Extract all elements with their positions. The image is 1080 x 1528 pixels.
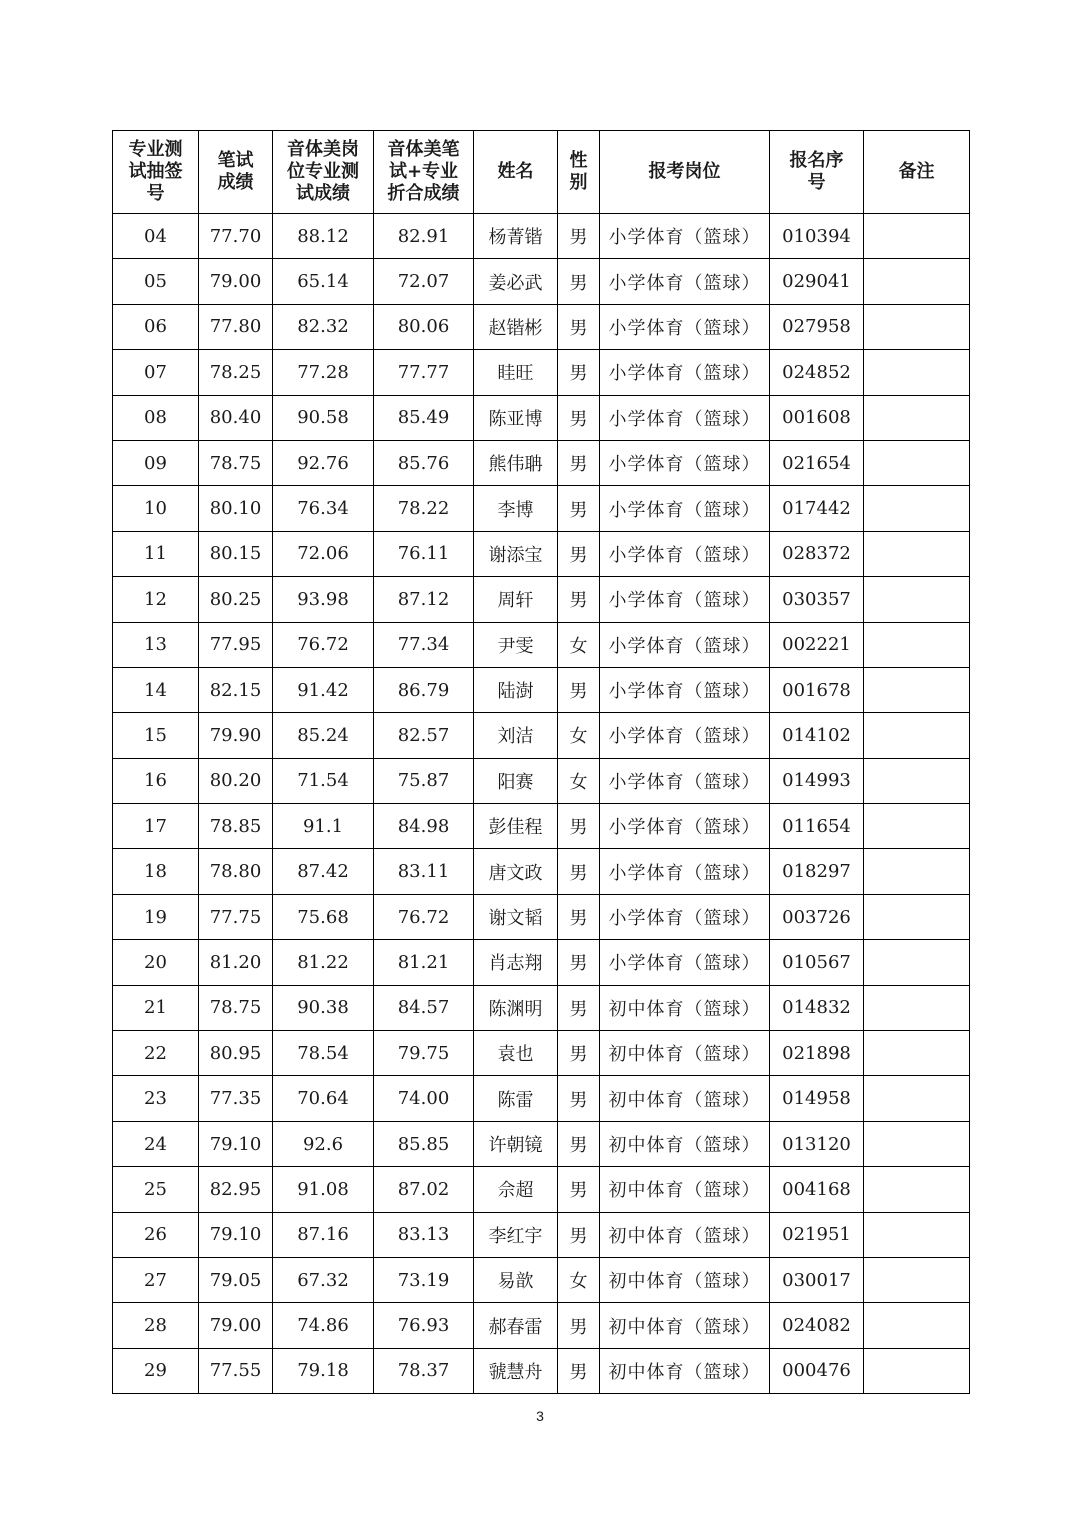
- cell-remark: [864, 1257, 970, 1302]
- cell-post: 小学体育（篮球）: [600, 259, 770, 304]
- cell-lot: 05: [113, 259, 199, 304]
- cell-remark: [864, 350, 970, 395]
- cell-remark: [864, 849, 970, 894]
- cell-skill: 87.16: [273, 1212, 374, 1257]
- cell-combined: 83.11: [374, 849, 474, 894]
- cell-lot: 29: [113, 1348, 199, 1393]
- cell-skill: 74.86: [273, 1303, 374, 1348]
- cell-name: 赵锴彬: [474, 304, 558, 349]
- cell-written: 81.20: [199, 940, 273, 985]
- cell-written: 77.70: [199, 214, 273, 259]
- cell-combined: 81.21: [374, 940, 474, 985]
- cell-remark: [864, 1121, 970, 1166]
- cell-remark: [864, 804, 970, 849]
- cell-written: 80.95: [199, 1031, 273, 1076]
- cell-skill: 92.6: [273, 1121, 374, 1166]
- cell-gender: 男: [558, 804, 600, 849]
- cell-post: 小学体育（篮球）: [600, 440, 770, 485]
- cell-skill: 67.32: [273, 1257, 374, 1302]
- table-row: [113, 985, 970, 1030]
- cell-name: 袁也: [474, 1031, 558, 1076]
- cell-skill: 93.98: [273, 577, 374, 622]
- cell-gender: 男: [558, 486, 600, 531]
- cell-name: 刘洁: [474, 713, 558, 758]
- cell-name: 杨菁锴: [474, 214, 558, 259]
- table-row: [113, 304, 970, 349]
- cell-reg: 004168: [770, 1167, 864, 1212]
- table-row: [113, 440, 970, 485]
- cell-name: 佘超: [474, 1167, 558, 1212]
- cell-reg: 011654: [770, 804, 864, 849]
- cell-post: 小学体育（篮球）: [600, 350, 770, 395]
- cell-written: 80.10: [199, 486, 273, 531]
- cell-post: 初中体育（篮球）: [600, 1031, 770, 1076]
- table-row: [113, 758, 970, 803]
- table-row: [113, 531, 970, 576]
- table-row: [113, 1257, 970, 1302]
- cell-reg: 003726: [770, 894, 864, 939]
- cell-skill: 77.28: [273, 350, 374, 395]
- cell-remark: [864, 713, 970, 758]
- cell-written: 79.00: [199, 259, 273, 304]
- table-row: [113, 1167, 970, 1212]
- cell-gender: 女: [558, 1257, 600, 1302]
- cell-reg: 028372: [770, 531, 864, 576]
- cell-written: 82.15: [199, 667, 273, 712]
- cell-remark: [864, 577, 970, 622]
- cell-reg: 010567: [770, 940, 864, 985]
- cell-skill: 71.54: [273, 758, 374, 803]
- cell-skill: 72.06: [273, 531, 374, 576]
- table-row: [113, 350, 970, 395]
- cell-skill: 76.34: [273, 486, 374, 531]
- cell-combined: 78.37: [374, 1348, 474, 1393]
- cell-written: 79.05: [199, 1257, 273, 1302]
- cell-combined: 87.02: [374, 1167, 474, 1212]
- cell-written: 80.40: [199, 395, 273, 440]
- cell-combined: 87.12: [374, 577, 474, 622]
- header-row: [113, 131, 970, 214]
- cell-combined: 75.87: [374, 758, 474, 803]
- cell-lot: 26: [113, 1212, 199, 1257]
- header-reg-no: 报名序号: [770, 131, 864, 214]
- cell-lot: 21: [113, 985, 199, 1030]
- table-row: [113, 214, 970, 259]
- cell-name: 唐文政: [474, 849, 558, 894]
- cell-remark: [864, 1303, 970, 1348]
- cell-gender: 女: [558, 758, 600, 803]
- cell-reg: 021654: [770, 440, 864, 485]
- cell-name: 许朝镜: [474, 1121, 558, 1166]
- cell-lot: 20: [113, 940, 199, 985]
- cell-written: 77.35: [199, 1076, 273, 1121]
- cell-post: 小学体育（篮球）: [600, 940, 770, 985]
- cell-reg: 001608: [770, 395, 864, 440]
- header-post: 报考岗位: [600, 131, 770, 214]
- cell-post: 初中体育（篮球）: [600, 1212, 770, 1257]
- cell-gender: 男: [558, 440, 600, 485]
- cell-name: 陆澍: [474, 667, 558, 712]
- cell-reg: 029041: [770, 259, 864, 304]
- cell-post: 小学体育（篮球）: [600, 214, 770, 259]
- cell-lot: 04: [113, 214, 199, 259]
- cell-name: 阳赛: [474, 758, 558, 803]
- cell-gender: 男: [558, 849, 600, 894]
- cell-remark: [864, 304, 970, 349]
- table-row: [113, 804, 970, 849]
- table-row: [113, 849, 970, 894]
- header-written: 笔试成绩: [199, 131, 273, 214]
- cell-skill: 75.68: [273, 894, 374, 939]
- cell-lot: 27: [113, 1257, 199, 1302]
- cell-remark: [864, 1212, 970, 1257]
- table-row: [113, 940, 970, 985]
- cell-written: 77.75: [199, 894, 273, 939]
- cell-written: 78.75: [199, 440, 273, 485]
- header-name: 姓名: [474, 131, 558, 214]
- cell-gender: 男: [558, 350, 600, 395]
- cell-name: 易歆: [474, 1257, 558, 1302]
- cell-skill: 79.18: [273, 1348, 374, 1393]
- cell-written: 78.85: [199, 804, 273, 849]
- cell-skill: 91.42: [273, 667, 374, 712]
- cell-remark: [864, 667, 970, 712]
- cell-gender: 男: [558, 577, 600, 622]
- cell-lot: 13: [113, 622, 199, 667]
- cell-post: 小学体育（篮球）: [600, 713, 770, 758]
- cell-combined: 72.07: [374, 259, 474, 304]
- cell-reg: 027958: [770, 304, 864, 349]
- cell-name: 肖志翔: [474, 940, 558, 985]
- cell-gender: 男: [558, 1167, 600, 1212]
- cell-lot: 16: [113, 758, 199, 803]
- cell-gender: 男: [558, 304, 600, 349]
- cell-combined: 82.91: [374, 214, 474, 259]
- header-gender: 性别: [558, 131, 600, 214]
- cell-combined: 77.34: [374, 622, 474, 667]
- cell-combined: 76.93: [374, 1303, 474, 1348]
- cell-reg: 014102: [770, 713, 864, 758]
- cell-remark: [864, 214, 970, 259]
- cell-skill: 85.24: [273, 713, 374, 758]
- cell-reg: 001678: [770, 667, 864, 712]
- cell-lot: 06: [113, 304, 199, 349]
- cell-written: 78.80: [199, 849, 273, 894]
- cell-name: 谢文韬: [474, 894, 558, 939]
- header-lot-no: 专业测试抽签号: [113, 131, 199, 214]
- cell-lot: 14: [113, 667, 199, 712]
- cell-gender: 男: [558, 1348, 600, 1393]
- cell-gender: 男: [558, 395, 600, 440]
- cell-gender: 男: [558, 894, 600, 939]
- cell-combined: 84.57: [374, 985, 474, 1030]
- cell-name: 彭佳程: [474, 804, 558, 849]
- cell-combined: 79.75: [374, 1031, 474, 1076]
- cell-name: 陈渊明: [474, 985, 558, 1030]
- cell-combined: 85.76: [374, 440, 474, 485]
- table-row: [113, 1031, 970, 1076]
- cell-lot: 18: [113, 849, 199, 894]
- cell-combined: 74.00: [374, 1076, 474, 1121]
- cell-written: 80.20: [199, 758, 273, 803]
- score-table: [112, 130, 970, 1394]
- cell-name: 眭旺: [474, 350, 558, 395]
- cell-written: 79.00: [199, 1303, 273, 1348]
- cell-combined: 76.11: [374, 531, 474, 576]
- cell-reg: 002221: [770, 622, 864, 667]
- cell-gender: 男: [558, 1303, 600, 1348]
- table-row: [113, 667, 970, 712]
- table-header: [113, 131, 970, 214]
- cell-post: 小学体育（篮球）: [600, 849, 770, 894]
- cell-remark: [864, 531, 970, 576]
- cell-lot: 25: [113, 1167, 199, 1212]
- cell-written: 80.25: [199, 577, 273, 622]
- cell-remark: [864, 486, 970, 531]
- cell-reg: 000476: [770, 1348, 864, 1393]
- cell-skill: 70.64: [273, 1076, 374, 1121]
- cell-name: 姜必武: [474, 259, 558, 304]
- cell-name: 谢添宝: [474, 531, 558, 576]
- table-row: [113, 894, 970, 939]
- table-row: [113, 395, 970, 440]
- cell-reg: 014832: [770, 985, 864, 1030]
- table-row: [113, 622, 970, 667]
- cell-skill: 88.12: [273, 214, 374, 259]
- cell-post: 初中体育（篮球）: [600, 1167, 770, 1212]
- cell-post: 初中体育（篮球）: [600, 1348, 770, 1393]
- cell-remark: [864, 758, 970, 803]
- cell-name: 陈亚博: [474, 395, 558, 440]
- cell-combined: 85.49: [374, 395, 474, 440]
- cell-reg: 014958: [770, 1076, 864, 1121]
- cell-gender: 男: [558, 259, 600, 304]
- cell-lot: 07: [113, 350, 199, 395]
- cell-name: 熊伟聃: [474, 440, 558, 485]
- cell-combined: 83.13: [374, 1212, 474, 1257]
- cell-remark: [864, 1031, 970, 1076]
- cell-post: 小学体育（篮球）: [600, 804, 770, 849]
- cell-name: 虢慧舟: [474, 1348, 558, 1393]
- cell-post: 小学体育（篮球）: [600, 577, 770, 622]
- cell-skill: 91.08: [273, 1167, 374, 1212]
- cell-written: 78.25: [199, 350, 273, 395]
- cell-written: 80.15: [199, 531, 273, 576]
- cell-lot: 09: [113, 440, 199, 485]
- cell-skill: 78.54: [273, 1031, 374, 1076]
- cell-lot: 11: [113, 531, 199, 576]
- cell-gender: 男: [558, 214, 600, 259]
- cell-post: 小学体育（篮球）: [600, 894, 770, 939]
- cell-post: 小学体育（篮球）: [600, 531, 770, 576]
- table-body: [113, 214, 970, 1394]
- cell-lot: 17: [113, 804, 199, 849]
- cell-gender: 男: [558, 985, 600, 1030]
- cell-skill: 92.76: [273, 440, 374, 485]
- cell-combined: 82.57: [374, 713, 474, 758]
- cell-remark: [864, 1348, 970, 1393]
- cell-name: 陈雷: [474, 1076, 558, 1121]
- cell-reg: 021951: [770, 1212, 864, 1257]
- cell-name: 李红宇: [474, 1212, 558, 1257]
- cell-reg: 024852: [770, 350, 864, 395]
- cell-gender: 女: [558, 713, 600, 758]
- cell-post: 小学体育（篮球）: [600, 667, 770, 712]
- cell-post: 初中体育（篮球）: [600, 1257, 770, 1302]
- cell-combined: 85.85: [374, 1121, 474, 1166]
- cell-reg: 021898: [770, 1031, 864, 1076]
- cell-reg: 030357: [770, 577, 864, 622]
- table-row: [113, 486, 970, 531]
- cell-lot: 08: [113, 395, 199, 440]
- cell-lot: 28: [113, 1303, 199, 1348]
- cell-post: 小学体育（篮球）: [600, 622, 770, 667]
- cell-reg: 013120: [770, 1121, 864, 1166]
- cell-remark: [864, 395, 970, 440]
- cell-post: 初中体育（篮球）: [600, 1303, 770, 1348]
- cell-skill: 81.22: [273, 940, 374, 985]
- table-row: [113, 577, 970, 622]
- cell-gender: 男: [558, 1212, 600, 1257]
- cell-remark: [864, 440, 970, 485]
- cell-lot: 22: [113, 1031, 199, 1076]
- table-row: [113, 1303, 970, 1348]
- table-row: [113, 259, 970, 304]
- cell-skill: 90.58: [273, 395, 374, 440]
- cell-gender: 女: [558, 622, 600, 667]
- cell-written: 79.90: [199, 713, 273, 758]
- cell-lot: 23: [113, 1076, 199, 1121]
- cell-name: 尹雯: [474, 622, 558, 667]
- cell-written: 79.10: [199, 1121, 273, 1166]
- table-row: [113, 713, 970, 758]
- cell-remark: [864, 259, 970, 304]
- cell-skill: 91.1: [273, 804, 374, 849]
- cell-skill: 90.38: [273, 985, 374, 1030]
- cell-lot: 10: [113, 486, 199, 531]
- cell-reg: 010394: [770, 214, 864, 259]
- cell-gender: 男: [558, 1121, 600, 1166]
- cell-remark: [864, 622, 970, 667]
- cell-lot: 24: [113, 1121, 199, 1166]
- header-remark: 备注: [864, 131, 970, 214]
- cell-gender: 男: [558, 1031, 600, 1076]
- cell-combined: 86.79: [374, 667, 474, 712]
- cell-gender: 男: [558, 667, 600, 712]
- cell-written: 77.80: [199, 304, 273, 349]
- cell-lot: 12: [113, 577, 199, 622]
- cell-name: 周轩: [474, 577, 558, 622]
- cell-written: 77.55: [199, 1348, 273, 1393]
- table-row: [113, 1076, 970, 1121]
- cell-post: 小学体育（篮球）: [600, 395, 770, 440]
- cell-post: 小学体育（篮球）: [600, 486, 770, 531]
- table-row: [113, 1121, 970, 1166]
- table-row: [113, 1212, 970, 1257]
- cell-reg: 030017: [770, 1257, 864, 1302]
- cell-lot: 19: [113, 894, 199, 939]
- header-skill: 音体美岗位专业测试成绩: [273, 131, 374, 214]
- cell-combined: 73.19: [374, 1257, 474, 1302]
- cell-written: 78.75: [199, 985, 273, 1030]
- cell-reg: 018297: [770, 849, 864, 894]
- cell-reg: 014993: [770, 758, 864, 803]
- cell-remark: [864, 985, 970, 1030]
- cell-combined: 77.77: [374, 350, 474, 395]
- cell-lot: 15: [113, 713, 199, 758]
- cell-written: 77.95: [199, 622, 273, 667]
- cell-post: 小学体育（篮球）: [600, 758, 770, 803]
- cell-combined: 76.72: [374, 894, 474, 939]
- cell-skill: 76.72: [273, 622, 374, 667]
- cell-skill: 87.42: [273, 849, 374, 894]
- cell-reg: 024082: [770, 1303, 864, 1348]
- cell-post: 初中体育（篮球）: [600, 985, 770, 1030]
- cell-skill: 82.32: [273, 304, 374, 349]
- cell-remark: [864, 1076, 970, 1121]
- cell-remark: [864, 1167, 970, 1212]
- cell-written: 82.95: [199, 1167, 273, 1212]
- cell-post: 初中体育（篮球）: [600, 1121, 770, 1166]
- cell-gender: 男: [558, 1076, 600, 1121]
- cell-post: 小学体育（篮球）: [600, 304, 770, 349]
- cell-name: 李博: [474, 486, 558, 531]
- cell-remark: [864, 940, 970, 985]
- cell-name: 郝春雷: [474, 1303, 558, 1348]
- cell-skill: 65.14: [273, 259, 374, 304]
- cell-gender: 男: [558, 940, 600, 985]
- cell-remark: [864, 894, 970, 939]
- header-combined: 音体美笔试+专业折合成绩: [374, 131, 474, 214]
- cell-combined: 80.06: [374, 304, 474, 349]
- cell-combined: 84.98: [374, 804, 474, 849]
- page-number: 3: [536, 1408, 544, 1424]
- cell-post: 初中体育（篮球）: [600, 1076, 770, 1121]
- cell-reg: 017442: [770, 486, 864, 531]
- cell-combined: 78.22: [374, 486, 474, 531]
- table-row: [113, 1348, 970, 1393]
- cell-gender: 男: [558, 531, 600, 576]
- cell-written: 79.10: [199, 1212, 273, 1257]
